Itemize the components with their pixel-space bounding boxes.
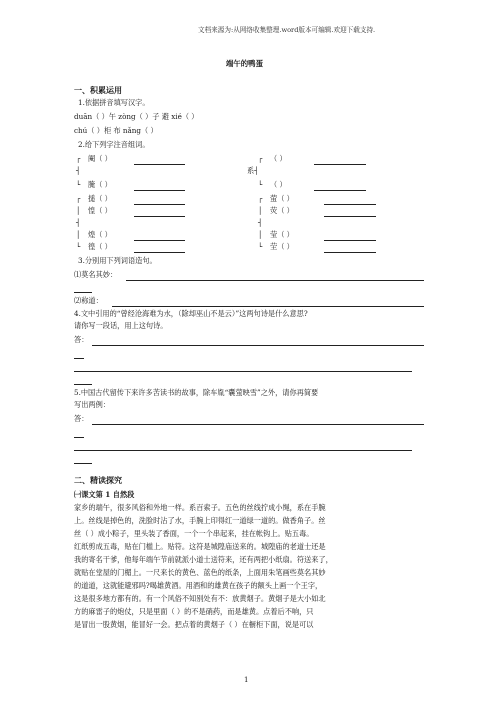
question-5-line1: 5.中国古代留传下来许多苦读书的故事，除车胤“囊萤映雪”之外，请你再简要 [74,388,319,397]
answer-line [314,164,366,165]
char-item: 茔（ ） [270,242,294,251]
char-item: 腌（ ） [88,180,112,189]
answer-line [134,190,185,191]
page-header: 文档来源为:从网络收集整理.word版本可编辑.欢迎下载支持. [198,26,376,34]
bracket-glyph: └ [258,242,263,251]
question-3-label: 3.分别用下列词语造句。 [78,256,157,265]
answer-line [134,252,185,253]
answer-line [74,384,92,385]
question-3-item-a: ⑴莫名其妙： [74,270,118,279]
question-1-line2: chú（ ）柜 布 nǎng（ ） [74,126,158,135]
char-item: 搥（ ） [88,194,112,203]
answer-line [324,216,376,217]
section-heading: 一、积累运用 [74,85,122,95]
char-item: （ ） [270,154,287,163]
bracket-glyph: 系┤ [247,166,259,175]
bracket-glyph: └ [76,242,81,251]
paragraph-line: 就贴在堂屋的门楣上。一尺来长的黄色、蓝色的纸条，上面用朱笔画些莫名其妙 [74,568,326,577]
answer-label: 答： [74,414,89,423]
answer-line [74,437,84,438]
paragraph-line: 丝（ ）成小粽子，里头装了香面，一个一个串起来，挂在帐钩上。贴五毒。 [74,529,314,538]
answer-line [74,358,84,359]
paragraph-line: 这是很多地方都有的。有一个风俗不知别处有不：放黄烟子。黄烟子是大小如北 [74,594,326,603]
answer-line [134,204,185,205]
answer-line [74,292,92,293]
bracket-glyph: ┌ [258,194,263,203]
paragraph-line: 方的麻雷子的炮仗，只是里面（ ）的不是硝药，而是雄黄。点着后不响，只 [74,607,314,616]
answer-line [92,424,424,425]
bracket-glyph: ┤ [76,166,81,175]
answer-line [314,190,366,191]
question-2-label: 2.给下列字注音组词。 [78,140,150,149]
paragraph-line: 上。丝线是掉色的，洗脸时沾了水，手腕上印得红一道绿一道的。做香角子。丝 [74,516,326,525]
char-item: 萤（ ） [270,194,294,203]
answer-line [134,240,185,241]
bracket-glyph: ┌ [76,194,81,203]
paragraph-line: 家乡的端午，很多风俗和外地一样。系百索子。五色的丝线拧成小绳，系在手腕 [74,503,326,512]
question-5-line2: 写出两例： [74,400,110,409]
question-1-label: 1.依据拼音填写汉字。 [78,98,150,107]
answer-line [134,216,185,217]
bracket-glyph: │ [76,230,81,239]
bracket-glyph: ┤ [258,218,263,227]
char-item: 煌（ ） [88,230,112,239]
char-item: 徨（ ） [88,242,112,251]
question-4-line2: 请你写一段话，用上这句诗。 [74,321,168,330]
answer-line [324,240,376,241]
paragraph-line: 的道道，这就能避邪吗?喝雄黄酒。用酒和的雄黄在孩子的额头上画一个王字， [74,581,323,590]
answer-line [112,306,424,307]
paragraph-line: 是冒出一股黄烟，能冒好一会。把点着的黄烟子（ ）在橱柜下面，说是可以 [74,620,314,629]
char-item: 惶（ ） [88,206,112,215]
question-4-line1: 4.文中引用的“曾经沧海难为水，（除却巫山不是云）”这两句诗是什么意思? [74,309,308,318]
char-item: （ ） [270,180,287,189]
char-item: 荧（ ） [270,206,294,215]
bracket-glyph: │ [258,230,263,239]
answer-line [92,345,424,346]
char-item: 莹（ ） [270,230,294,239]
page-number: 1 [244,676,249,684]
answer-line [324,204,376,205]
char-item: 阉（ ） [88,154,112,163]
subsection-heading: ㈠课文第 1 自然段 [74,490,135,499]
question-3-item-b: ⑵称道： [74,296,103,305]
question-1-line1: duān（ ）午 zòng（ ）子 避 xié（ ） [74,112,199,121]
bracket-glyph: ┌ [258,154,263,163]
answer-line [74,371,412,372]
bracket-glyph: ┌ [76,154,81,163]
section-heading: 二、精读探究 [74,475,122,485]
answer-line [74,450,412,451]
answer-line [126,280,424,281]
page-title: 端午的鸭蛋 [226,59,263,68]
bracket-glyph: └ [76,180,81,189]
answer-label: 答： [74,335,89,344]
bracket-glyph: └ [258,180,263,189]
bracket-glyph: ┤ [76,218,81,227]
answer-line [74,463,92,464]
paragraph-line: 红纸剪成五毒，贴在门槛上。贴符。这符是城隍庙送来的。城隍庙的老道士还是 [74,542,326,551]
bracket-glyph: │ [258,206,263,215]
bracket-glyph: │ [76,206,81,215]
answer-line [134,164,185,165]
paragraph-line: 我的寄名干爹，他每年端午节前就派小道士送符来，还有两把小纸扇。符送来了， [74,555,333,564]
answer-line [324,252,376,253]
